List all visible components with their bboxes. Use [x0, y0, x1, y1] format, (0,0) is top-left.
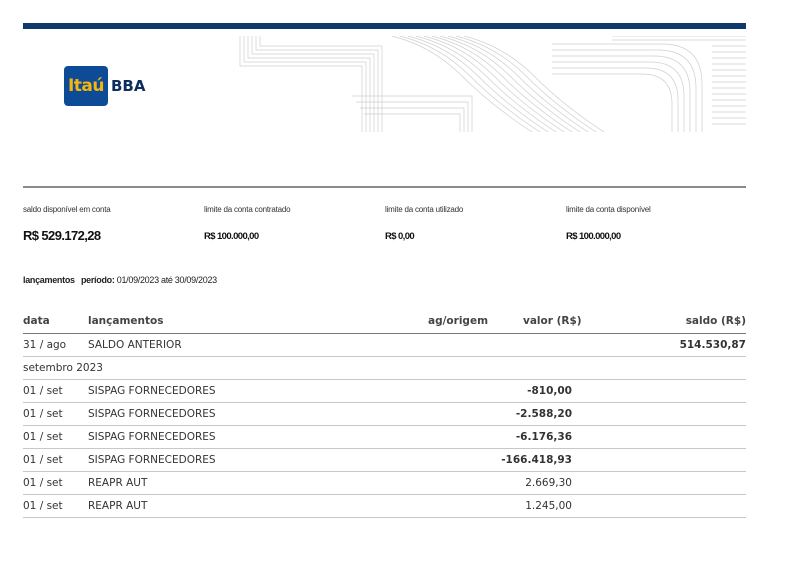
header-value: valor (R$) [523, 315, 582, 327]
period-range: 01/09/2023 até 30/09/2023 [116, 275, 217, 285]
limite-disponivel-value: R$ 100.000,00 [566, 231, 621, 242]
itau-bba-logo [64, 66, 145, 106]
row-date: 01 / set [23, 431, 63, 443]
limite-contratado-label: limite da conta contratado [204, 205, 291, 214]
row-description: REAPR AUT [88, 500, 148, 512]
row-value: -6.176,36 [515, 431, 572, 443]
section-divider [23, 186, 746, 188]
row-value: -810,00 [527, 385, 572, 397]
row-value: -166.418,93 [501, 454, 572, 466]
row-description: REAPR AUT [88, 477, 148, 489]
table-row [23, 403, 746, 426]
header-date: data [23, 315, 50, 327]
row-description: SISPAG FORNECEDORES [88, 385, 216, 397]
row-date: 01 / set [23, 385, 63, 397]
row-date: 01 / set [23, 477, 63, 489]
row-description: SALDO ANTERIOR [88, 339, 182, 351]
row-value: -2.588,20 [515, 408, 572, 420]
period-label: período: [80, 275, 115, 285]
row-date: 01 / set [23, 408, 63, 420]
table-row-month [23, 357, 746, 380]
statement-table [23, 310, 746, 518]
row-value: 2.669,30 [525, 477, 572, 489]
limite-utilizado-value: R$ 0,00 [385, 231, 415, 242]
header-origin: ag/origem [428, 315, 489, 327]
saldo-disponivel-label: saldo disponível em conta [23, 205, 111, 214]
table-row-opening [23, 334, 746, 357]
row-date: 01 / set [23, 454, 63, 466]
logo-suffix: BBA [111, 77, 146, 95]
table-row [23, 472, 746, 495]
decorative-line-pattern [232, 36, 746, 132]
table-header [23, 310, 746, 334]
table-row [23, 380, 746, 403]
month-label: setembro 2023 [23, 362, 103, 374]
row-description: SISPAG FORNECEDORES [88, 431, 216, 443]
header-bar [23, 23, 746, 29]
table-row [23, 426, 746, 449]
period-line [23, 275, 217, 285]
limite-contratado-value: R$ 100.000,00 [204, 231, 259, 242]
logo-text: Itaú [67, 76, 105, 96]
row-description: SISPAG FORNECEDORES [88, 454, 216, 466]
row-date: 01 / set [23, 500, 63, 512]
limite-disponivel-label: limite da conta disponível [566, 205, 651, 214]
table-row [23, 495, 746, 518]
limite-utilizado-label: limite da conta utilizado [385, 205, 464, 214]
row-date: 31 / ago [23, 339, 67, 351]
saldo-disponivel-value: R$ 529.172,28 [23, 228, 101, 243]
row-description: SISPAG FORNECEDORES [88, 408, 216, 420]
row-value: 1.245,00 [525, 500, 572, 512]
header-balance: saldo (R$) [685, 315, 746, 327]
header-description: lançamentos [88, 315, 164, 327]
row-balance: 514.530,87 [679, 339, 746, 351]
table-row [23, 449, 746, 472]
lancamentos-heading: lançamentos [23, 275, 75, 285]
logo-badge [64, 66, 108, 106]
